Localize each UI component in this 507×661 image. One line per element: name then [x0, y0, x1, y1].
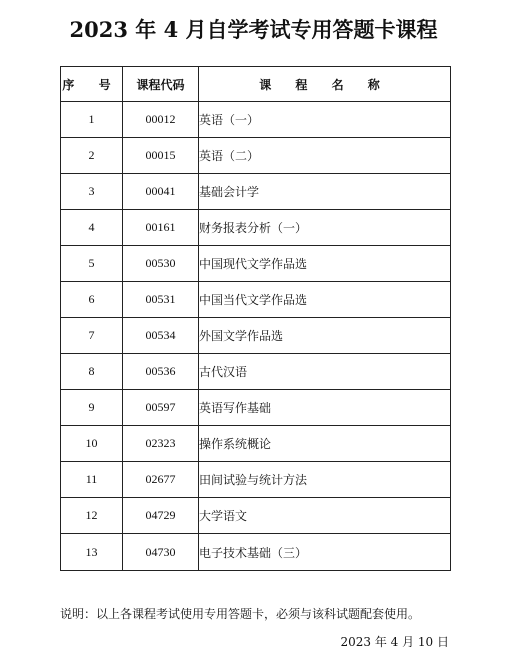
cell-code: 00597	[123, 390, 199, 426]
cell-seq: 6	[61, 282, 123, 318]
cell-seq: 10	[61, 426, 123, 462]
cell-name: 基础会计学	[199, 174, 451, 210]
cell-code: 00161	[123, 210, 199, 246]
cell-code: 00041	[123, 174, 199, 210]
table-row	[61, 210, 451, 246]
cell-code: 02323	[123, 426, 199, 462]
cell-seq: 2	[61, 138, 123, 174]
table-row	[61, 462, 451, 498]
table-row	[61, 390, 451, 426]
cell-seq: 8	[61, 354, 123, 390]
cell-name: 电子技术基础（三）	[199, 534, 451, 571]
table-row	[61, 354, 451, 390]
course-rows	[61, 102, 451, 571]
table-row	[61, 534, 451, 571]
cell-seq: 5	[61, 246, 123, 282]
table-row	[61, 282, 451, 318]
cell-name: 英语（一）	[199, 102, 451, 138]
table-row	[61, 174, 451, 210]
cell-code: 00012	[123, 102, 199, 138]
table-row	[61, 498, 451, 534]
cell-code: 00536	[123, 354, 199, 390]
cell-seq: 1	[61, 102, 123, 138]
cell-name: 古代汉语	[199, 354, 451, 390]
table-row	[61, 102, 451, 138]
cell-code: 02677	[123, 462, 199, 498]
cell-name: 中国当代文学作品选	[199, 282, 451, 318]
table-row	[61, 138, 451, 174]
cell-name: 英语写作基础	[199, 390, 451, 426]
issue-date: 2023 年 4 月 10 日	[340, 635, 449, 649]
cell-code: 04729	[123, 498, 199, 534]
cell-code: 00015	[123, 138, 199, 174]
cell-seq: 12	[61, 498, 123, 534]
cell-name: 操作系统概论	[199, 426, 451, 462]
cell-seq: 3	[61, 174, 123, 210]
cell-seq: 4	[61, 210, 123, 246]
header-code: 课程代码	[123, 67, 199, 102]
header-name: 课 程 名 称	[199, 67, 451, 102]
footnote: 说明：以上各课程考试使用专用答题卡，必须与该科试题配套使用。	[60, 607, 421, 621]
cell-code: 00534	[123, 318, 199, 354]
cell-name: 田间试验与统计方法	[199, 462, 451, 498]
cell-name: 外国文学作品选	[199, 318, 451, 354]
table-row	[61, 318, 451, 354]
table-row	[61, 246, 451, 282]
cell-name: 财务报表分析（一）	[199, 210, 451, 246]
cell-seq: 13	[61, 534, 123, 571]
table-row	[61, 426, 451, 462]
cell-code: 00531	[123, 282, 199, 318]
page-title: 2023 年 4 月自学考试专用答题卡课程	[69, 17, 438, 42]
cell-name: 英语（二）	[199, 138, 451, 174]
course-table	[60, 66, 451, 571]
cell-code: 00530	[123, 246, 199, 282]
cell-seq: 11	[61, 462, 123, 498]
cell-seq: 7	[61, 318, 123, 354]
header-seq: 序 号	[61, 67, 123, 102]
cell-name: 中国现代文学作品选	[199, 246, 451, 282]
cell-name: 大学语文	[199, 498, 451, 534]
cell-code: 04730	[123, 534, 199, 571]
table-header-row	[61, 67, 451, 102]
cell-seq: 9	[61, 390, 123, 426]
